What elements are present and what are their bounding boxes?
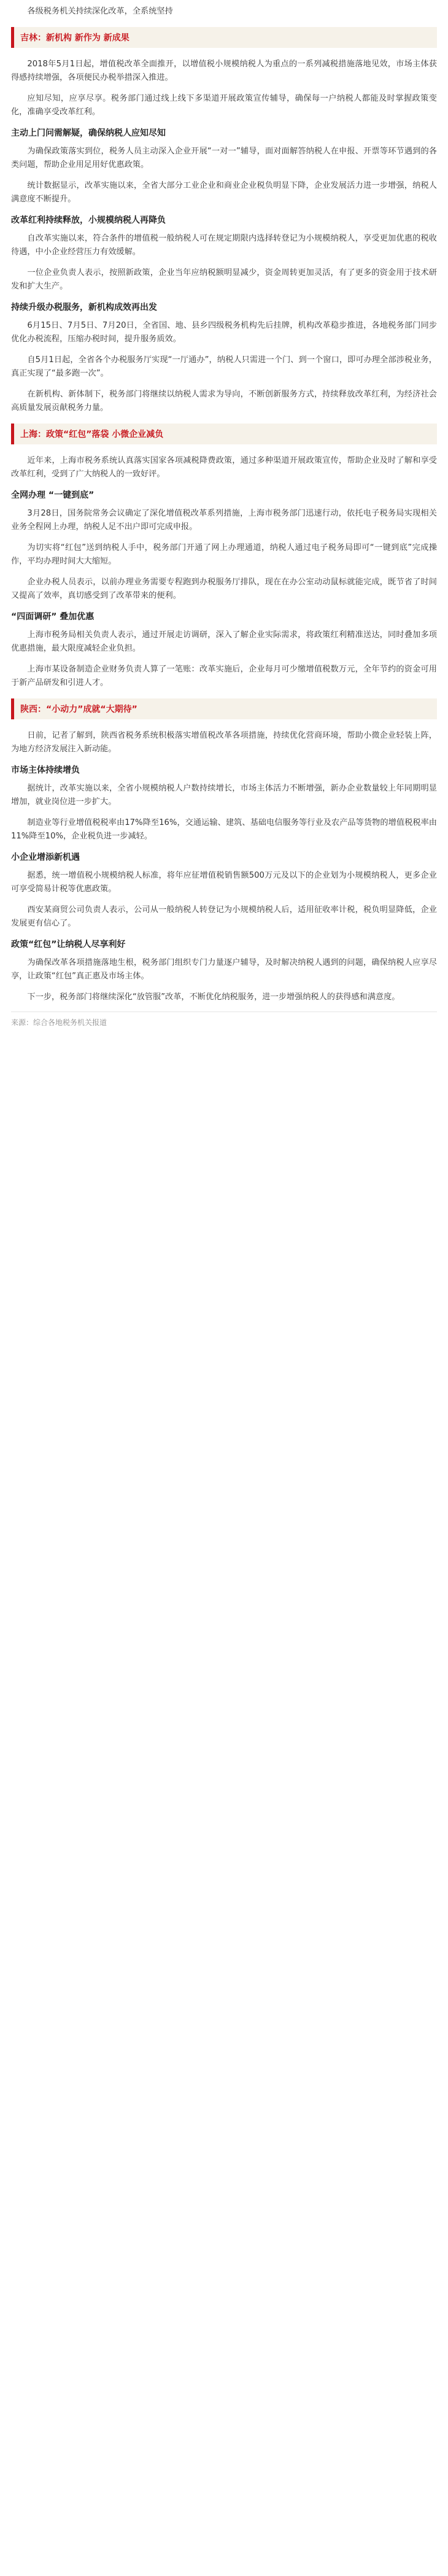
subsection-heading: 全网办理 “一键到底”: [11, 490, 95, 500]
paragraph: 在新机构、新体制下，税务部门将继续以纳税人需求为导向，不断创新服务方式，持续释放改革红利，为经济社会高质量发展贡献税务力量。: [11, 390, 437, 412]
intro-paragraph: 各级税务机关持续深化改革，全系统坚持: [27, 7, 173, 16]
paragraph: 一位企业负责人表示，按照新政策，企业当年应纳税额明显减少，资金周转更加灵活，有了更多的资金用于技术研发和扩大生产。: [11, 268, 437, 291]
paragraph: 自改革实施以来，符合条件的增值税一般纳税人可在规定期限内选择转登记为小规模纳税人，享受更加优惠的税收待遇，中小企业经营压力有效缓解。: [11, 234, 437, 257]
paragraph: 日前，记者了解到，陕西省税务系统积极落实增值税改革各项措施，持续优化营商环境，帮助小微企业轻装上阵，为地方经济发展注入新动能。: [11, 731, 437, 754]
subsection-heading: 持续升级办税服务，新机构成效再出发: [11, 303, 157, 312]
section-header-shaanxi: [11, 698, 437, 719]
subsection-heading: 政策“红包”让纳税人尽享利好: [11, 940, 126, 950]
subsection-heading: 改革红利持续释放，小规模纳税人再降负: [11, 215, 166, 225]
paragraph: 为切实将“红包”送到纳税人手中，税务部门开通了网上办理通道，纳税人通过电子税务局即可“一键到底”完成操作，平均办理时间大大缩短。: [11, 543, 437, 566]
section-title-shanghai: 上海：政策“红包”落袋 小微企业减负: [20, 430, 164, 439]
subsection-heading: 市场主体持续增负: [11, 765, 80, 775]
paragraph: 2018年5月1日起，增值税改革全面推开，以增值税小规模纳税人为重点的一系列减税措施落地见效，市场主体获得感持续增强，各项便民办税举措深入推进。: [11, 60, 437, 82]
paragraph: 企业办税人员表示，以前办理业务需要专程跑到办税服务厅排队，现在在办公室动动鼠标就能完成，既节省了时间又提高了效率，真切感受到了改革带来的便利。: [11, 578, 437, 600]
paragraph: 下一步，税务部门将继续深化“放管服”改革，不断优化纳税服务，进一步增强纳税人的获得感和满意度。: [27, 992, 400, 1002]
paragraph: 3月28日，国务院常务会议确定了深化增值税改革系列措施，上海市税务部门迅速行动，依托电子税务局实现相关业务全程网上办理，纳税人足不出户即可完成申报。: [11, 509, 437, 532]
paragraph: 据悉，统一增值税小规模纳税人标准，将年应征增值税销售额500万元及以下的企业划为小规模纳税人，更多企业可享受简易计税等优惠政策。: [11, 871, 437, 894]
subsection-heading: 小企业增添新机遇: [11, 853, 80, 862]
section-header-jilin: [11, 27, 437, 48]
paragraph: 上海市某设备制造企业财务负责人算了一笔账：改革实施后，企业每月可少缴增值税数万元，全年节约的资金可用于新产品研发和引进人才。: [11, 665, 437, 687]
paragraph: 西安某商贸公司负责人表示，公司从一般纳税人转登记为小规模纳税人后，适用征收率计税，税负明显降低，企业发展更有信心了。: [11, 905, 437, 928]
paragraph: 为确保改革各项措施落地生根，税务部门组织专门力量逐户辅导，及时解决纳税人遇到的问题，确保纳税人应享尽享，让政策“红包”真正惠及市场主体。: [11, 958, 437, 981]
section-title-shaanxi: 陕西：“小动力”成就“大期待”: [20, 705, 137, 714]
paragraph: 统计数据显示，改革实施以来，全省大部分工业企业和商业企业税负明显下降，企业发展活力进一步增强，纳税人满意度不断提升。: [11, 181, 437, 204]
paragraph: 近年来，上海市税务系统认真落实国家各项减税降费政策，通过多种渠道开展政策宣传，帮助企业及时了解和享受改革红利，受到了广大纳税人的一致好评。: [11, 456, 437, 479]
section-header-shanghai: [11, 424, 437, 444]
paragraph: 应知尽知，应享尽享。税务部门通过线上线下多渠道开展政策宣传辅导，确保每一户纳税人都能及时掌握政策变化，准确享受改革红利。: [11, 94, 437, 117]
paragraph: 据统计，改革实施以来，全省小规模纳税人户数持续增长，市场主体活力不断增强，新办企业数量较上年同期明显增加，就业岗位进一步扩大。: [11, 784, 437, 806]
section-title-jilin: 吉林：新机构 新作为 新成果: [20, 33, 129, 43]
subsection-heading: 主动上门问需解疑，确保纳税人应知尽知: [11, 128, 166, 138]
paragraph: 6月15日、7月5日、7月20日，全省国、地、县乡四级税务机构先后挂牌，机构改革稳步推进，各地税务部门同步优化办税流程，压缩办税时间，提升服务质效。: [11, 321, 437, 344]
paragraph: 上海市税务局相关负责人表示，通过开展走访调研，深入了解企业实际需求，将政策红利精准送达，同时叠加多项优惠措施，最大限度减轻企业负担。: [11, 630, 437, 653]
article-source: 来源：综合各地税务机关报道: [11, 1011, 437, 1027]
paragraph: 自5月1日起，全省各个办税服务厅实现“一厅通办”，纳税人只需进一个门、到一个窗口，即可办理全部涉税业务，真正实现了“最多跑一次”。: [11, 355, 437, 378]
paragraph: 制造业等行业增值税税率由17%降至16%，交通运输、建筑、基础电信服务等行业及农产品等货物的增值税税率由11%降至10%，企业税负进一步减轻。: [11, 818, 437, 841]
paragraph: 为确保政策落实到位，税务人员主动深入企业开展“一对一”辅导，面对面解答纳税人在申报、开票等环节遇到的各类问题，帮助企业用足用好优惠政策。: [11, 147, 437, 169]
subsection-heading: “四面调研” 叠加优惠: [11, 612, 95, 622]
